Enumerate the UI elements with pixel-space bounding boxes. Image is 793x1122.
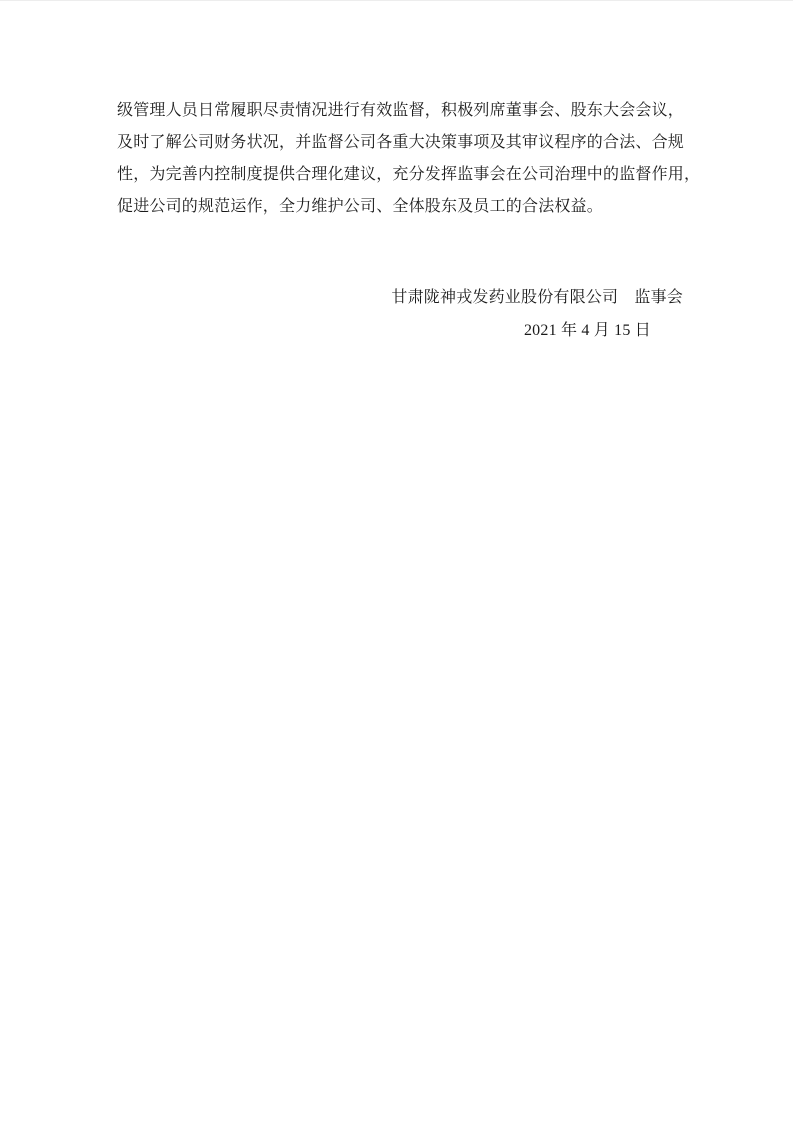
- signature-block: [391, 281, 683, 347]
- page-top-edge-line: [0, 0, 793, 1]
- paragraph-line-2: 及时了解公司财务状况，并监督公司各重大决策事项及其审议程序的合法、合规: [117, 134, 685, 151]
- signature-company-line: 甘肃陇神戎发药业股份有限公司 监事会: [391, 289, 683, 306]
- paragraph-line-4: 促进公司的规范运作，全力维护公司、全体股东及员工的合法权益。: [117, 198, 604, 215]
- paragraph-line-3: 性，为完善内控制度提供合理化建议，充分发挥监事会在公司治理中的监督作用，: [117, 166, 701, 183]
- signature-date-line: 2021 年 4 月 15 日: [523, 322, 651, 339]
- body-paragraph: [117, 95, 701, 223]
- paragraph-line-1: 级管理人员日常履职尽责情况进行有效监督，积极列席董事会、股东大会会议，: [117, 102, 685, 119]
